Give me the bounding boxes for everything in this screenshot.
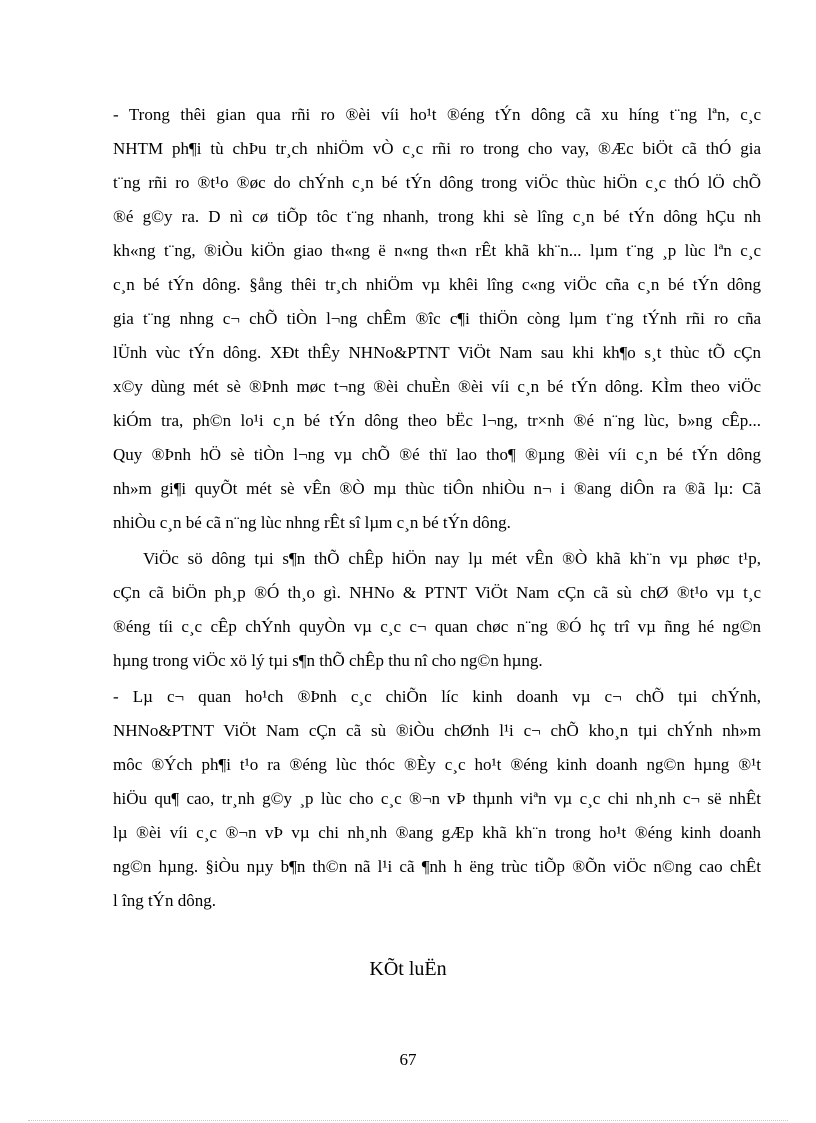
- text-line: c¸n bé tÝn dông. §ång thêi tr¸ch nhiÖm vµ khêi lîng c«ng viÖc cña c¸n bé tÝn dông: [113, 275, 761, 294]
- text-line: hiÖu qu¶ cao, tr¸nh g©y ¸p lùc cho c¸c ®¬n vÞ thµnh viªn vµ c¸c chi nh¸nh c¬ së nhÊt: [113, 789, 761, 808]
- text-line: ®éng tíi c¸c cÊp chÝnh quyÒn vµ c¸c c¬ quan chøc n¨ng ®Ó hç trî vµ ñng hé ng©n: [113, 617, 761, 636]
- text-line: nh»m gi¶i quyÕt mét sè vÊn ®Ò mµ thùc tiÔn nhiÒu n¬ i ®ang diÔn ra ®ã lµ: Cã: [113, 479, 761, 498]
- text-line: ®é g©y ra. D nì cø tiÕp tôc t¨ng nhanh, trong khi sè lîng c¸n bé tÝn dông hÇu nh: [113, 207, 761, 226]
- text-line: ng©n hµng. §iÒu nµy b¶n th©n nã l¹i cã ¶nh h ëng trùc tiÕp ®Õn viÖc n©ng cao chÊt: [113, 857, 761, 876]
- text-line: cÇn cã biÖn ph¸p ®Ó th¸o gì. NHNo & PTNT ViÖt Nam cÇn cã sù chØ ®t¹o vµ t¸c: [113, 583, 761, 602]
- section-heading-conclusion: KÕt luËn: [369, 958, 447, 980]
- text-line: NHNo&PTNT ViÖt Nam cÇn cã sù ®iÒu chØnh l¹i c¬ chÕ kho¸n tµi chÝnh nh»m: [113, 721, 761, 740]
- text-line: x©y dùng mét sè ®Þnh møc t¬ng ®èi chuÈn ®èi víi c¸n bé tÝn dông. KÌm theo viÖc: [113, 377, 761, 396]
- page-number: 67: [399, 1050, 417, 1069]
- text-line: gia t¨ng nhng c¬ chÕ tiÒn l¬ng chÊm ®îc c¶i thiÖn còng lµm t¨ng tÝnh rñi ro cña: [113, 309, 761, 328]
- text-line: ViÖc sö dông tµi s¶n thÕ chÊp hiÖn nay lµ mét vÊn ®Ò khã kh¨n vµ phøc t¹p,: [143, 549, 761, 568]
- text-line: hµng trong viÖc xö lý tµi s¶n thÕ chÊp thu nî cho ng©n hµng.: [113, 651, 543, 670]
- text-line: t¨ng rñi ro ®t¹o ®øc do chÝnh c¸n bé tÝn dông trong viÖc thùc hiÖn c¸c thÓ lÖ chÕ: [113, 173, 761, 192]
- text-line: lÜnh vùc tÝn dông. XÐt thÊy NHNo&PTNT ViÖt Nam sau khi kh¶o s¸t thùc tÕ cÇn: [113, 343, 761, 362]
- text-line: - Lµ c¬ quan ho¹ch ®Þnh c¸c chiÕn líc kinh doanh vµ c¬ chÕ tµi chÝnh,: [113, 687, 761, 706]
- text-line: môc ®Ých ph¶i t¹o ra ®éng lùc thóc ®Èy c¸c ho¹t ®éng kinh doanh ng©n hµng ®¹t: [113, 755, 761, 774]
- text-line: l îng tÝn dông.: [113, 891, 216, 910]
- text-line: kh«ng t¨ng, ®iÒu kiÖn giao th«ng ë n«ng th«n rÊt khã kh¨n... lµm t¨ng ¸p lùc lªn c¸c: [113, 241, 761, 260]
- page-bottom-divider: [28, 1120, 788, 1121]
- text-line: - Trong thêi gian qua rñi ro ®èi víi ho¹t ®éng tÝn dông cã xu híng t¨ng lªn, c¸c: [113, 105, 761, 124]
- text-line: Quy ®Þnh hÖ sè tiÒn l¬ng vµ chÕ ®é thï lao tho¶ ®µng ®èi víi c¸n bé tÝn dông: [113, 445, 761, 464]
- text-line: NHTM ph¶i tù chÞu tr¸ch nhiÖm vÒ c¸c rñi ro trong cho vay, ®Æc biÖt cã thÓ gia: [113, 139, 761, 158]
- text-line: kiÓm tra, ph©n lo¹i c¸n bé tÝn dông theo bËc l¬ng, tr×nh ®é n¨ng lùc, b»ng cÊp...: [113, 411, 761, 430]
- text-line: nhiÒu c¸n bé cã n¨ng lùc nhng rÊt sî lµm c¸n bé tÝn dông.: [113, 513, 511, 532]
- text-line: lµ ®èi víi c¸c ®¬n vÞ vµ chi nh¸nh ®ang gÆp khã kh¨n trong ho¹t ®éng kinh doanh: [113, 823, 761, 842]
